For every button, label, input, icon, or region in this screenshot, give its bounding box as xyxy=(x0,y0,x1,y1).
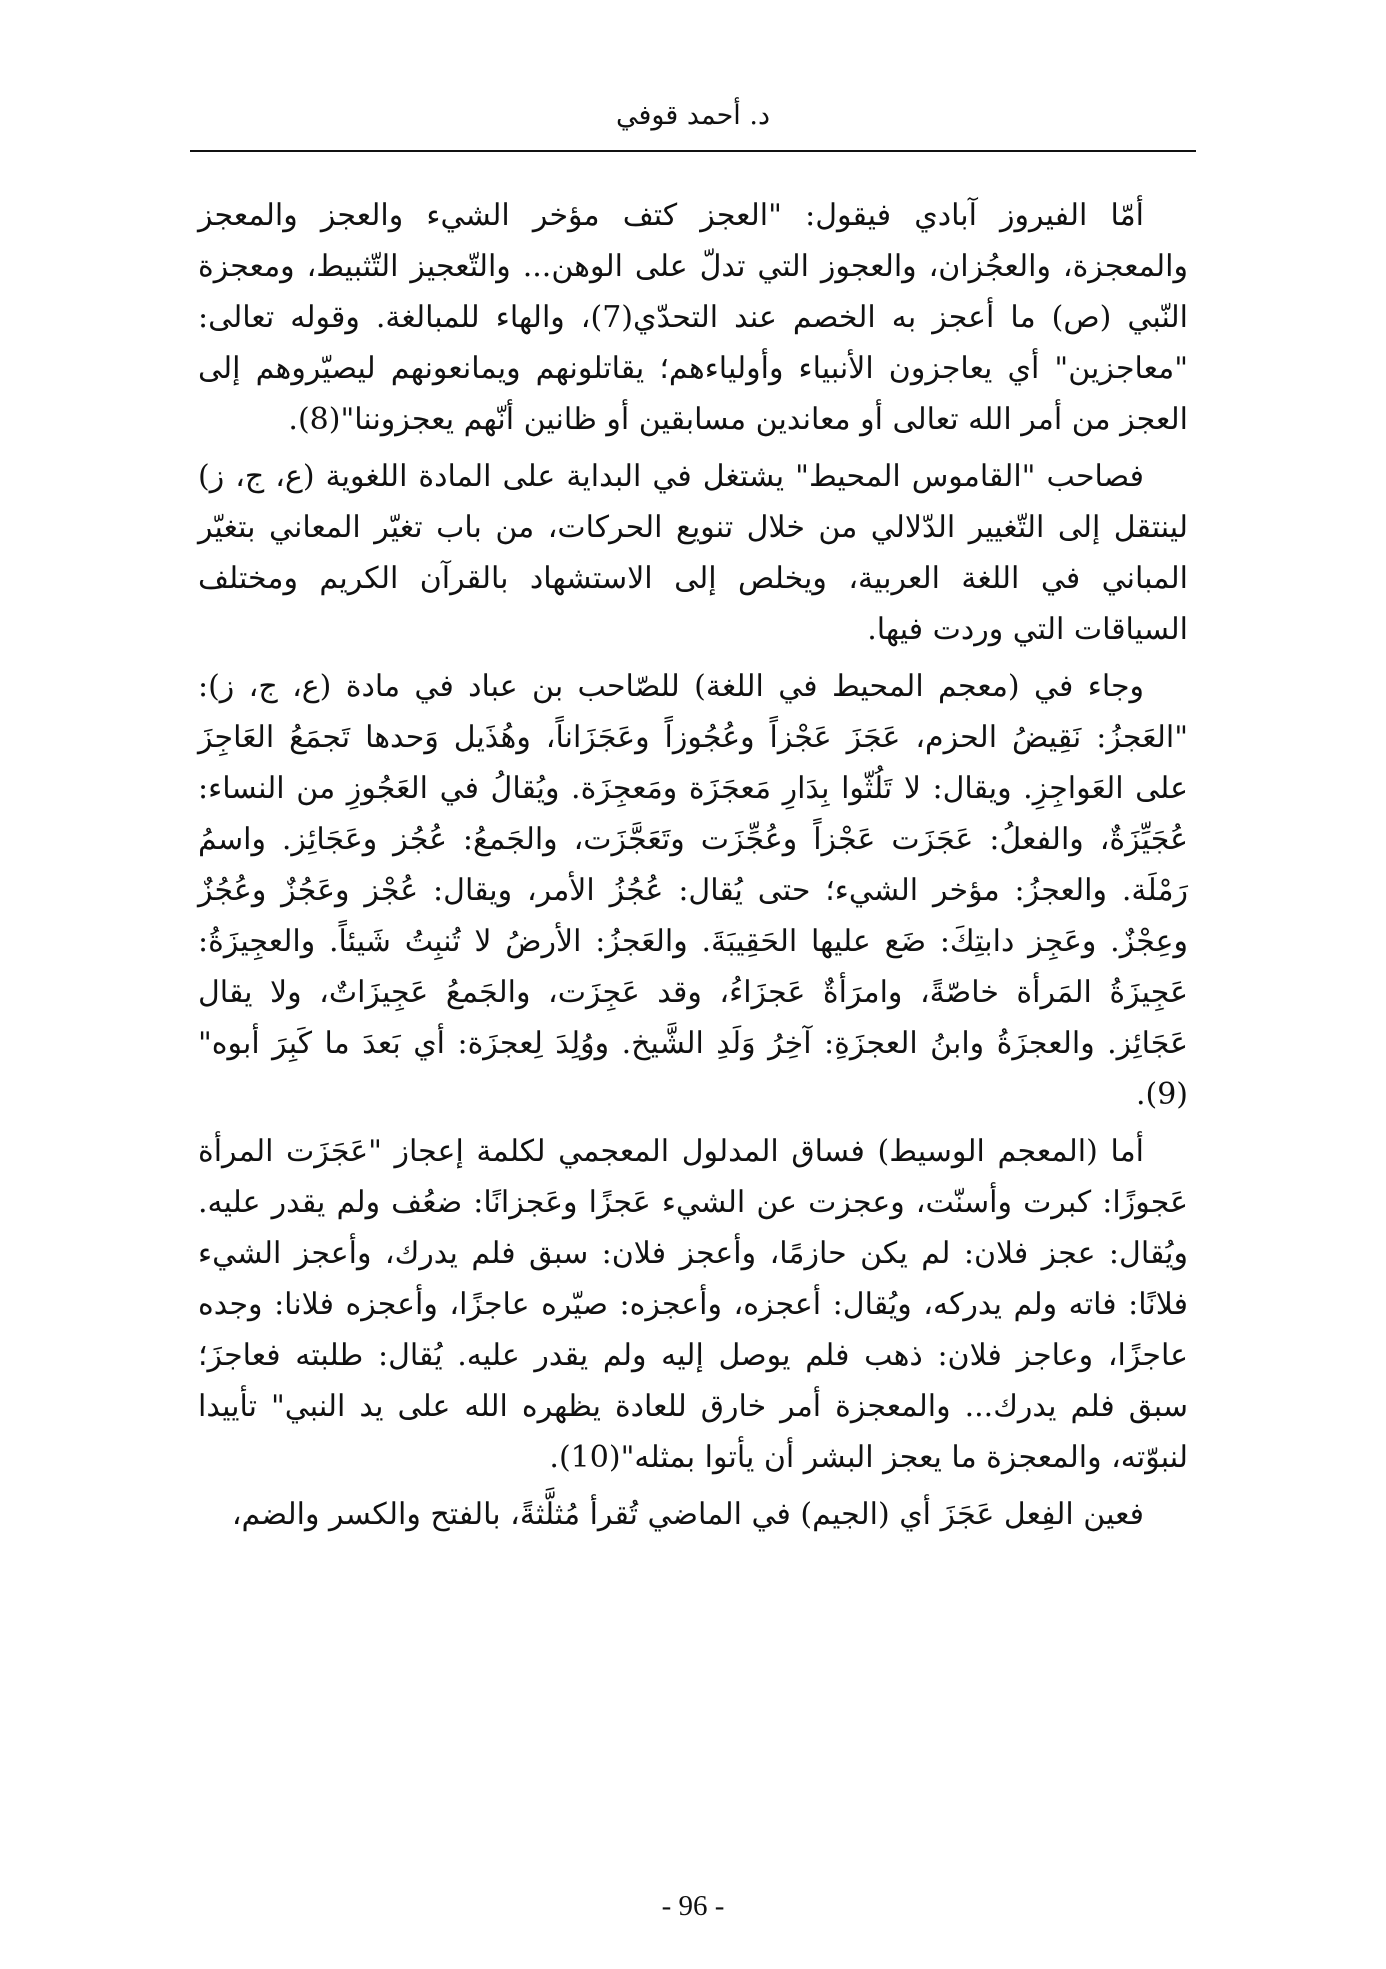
running-header-author: د. أحمد قوفي xyxy=(615,100,770,131)
paragraph-firuzabadi: أمّا الفيروز آبادي فيقول: "العجز كتف مؤخر الشيء والعجز والمعجز والمعجزة، والعجُزان، والعجوز التي تدلّ على الوهن... والتّعجيز التّثبيط، ومعجزة النّبي (ص) ما أعجز به الخصم عند التحدّي(7)، والهاء للمبالغة. وقوله تعالى: "معاجزين" أي يعاجزون الأنبياء وأولياءهم؛ يقاتلونهم ويمانعونهم ليصيّروهم إلى العجز من أمر الله تعالى أو معاندين مسابقين أو ظانين أنّهم يعجزوننا"(8). xyxy=(198,198,1188,437)
header-rule xyxy=(190,150,1196,152)
body-text xyxy=(198,190,1188,1546)
paragraph-wasit-quote: أما (المعجم الوسيط) فساق المدلول المعجمي لكلمة إعجاز "عَجَزَت المرأة عَجوزًا: كبرت وأسنّت، وعجزت عن الشيء عَجزًا وعَجزانًا: ضعُف ولم يقدر عليه. ويُقال: عجز فلان: لم يكن حازمًا، وأعجز فلان: سبق فلم يدرك، وأعجز الشيء فلانًا: فاته ولم يدركه، ويُقال: أعجزه، وأعجزه: صيّره عاجزًا، وأعجزه فلانا: وجده عاجزًا، وعاجز فلان: ذهب فلم يوصل إليه ولم يقدر عليه. يُقال: طلبته فعاجزَ؛ سبق فلم يدرك... والمعجزة أمر خارق للعادة يظهره الله على يد النبي" تأييدا لنبوّته، والمعجزة ما يعجز البشر أن يأتوا بمثله"(10). xyxy=(198,1134,1188,1475)
paragraph-verb-form: فعين الفِعل عَجَزَ أي (الجيم) في الماضي تُقرأ مُثلَّثةً، بالفتح والكسر والضم، xyxy=(231,1497,1144,1532)
paragraph-qamus-analysis: فصاحب "القاموس المحيط" يشتغل في البداية على المادة اللغوية (ع، ج، ز) لينتقل إلى التّغيير الدّلالي من خلال تنويع الحركات، من باب تغيّر المعاني بتغيّر المباني في اللغة العربية، ويخلص إلى الاستشهاد بالقرآن الكريم ومختلف السياقات التي وردت فيها. xyxy=(198,459,1188,647)
page-number: - 96 - xyxy=(661,1890,725,1922)
paragraph-muhit-quote: وجاء في (معجم المحيط في اللغة) للصّاحب بن عباد في مادة (ع، ج، ز): "العَجزُ: نَقِيضُ الحزم، عَجَزَ عَجْزاً وعُجُوزاً وعَجَزَاناً، وهُذَيل وَحدها تَجمَعُ العَاجِزَ على العَواجِزِ. ويقال: لا تَلُثّوا بِدَارِ مَعجَزَة ومَعجِزَة. ويُقالُ في العَجُوزِ من النساء: عُجَيِّزَةٌ، والفعلُ: عَجَزَت عَجْزاً وعُجِّزَت وتَعَجَّزَت، والجَمعُ: عُجُز وعَجَائِز. واسمُ رَمْلَة. والعجزُ: مؤخر الشيء؛ حتى يُقال: عُجُزُ الأمر، ويقال: عُجْز وعَجُزٌ وعُجُزٌ وعِجْزٌ. وعَجِز دابتِكَ: ضَع عليها الحَقِيبَةَ. والعَجزُ: الأرضُ لا تُنبِتُ شَيئاً. والعجِيزَةُ: عَجِيزَةُ المَرأة خاصّةً، وامرَأةٌ عَجزَاءُ، وقد عَجِزَت، والجَمعُ عَجِيزَاتٌ، ولا يقال عَجَائِز. والعجزَةُ وابنُ العجزَةِ: آخِرُ وَلَدِ الشَّيخ. ووُلِدَ لِعجزَة: أي بَعدَ ما كَبِرَ أبوه"(9). xyxy=(198,669,1188,1112)
